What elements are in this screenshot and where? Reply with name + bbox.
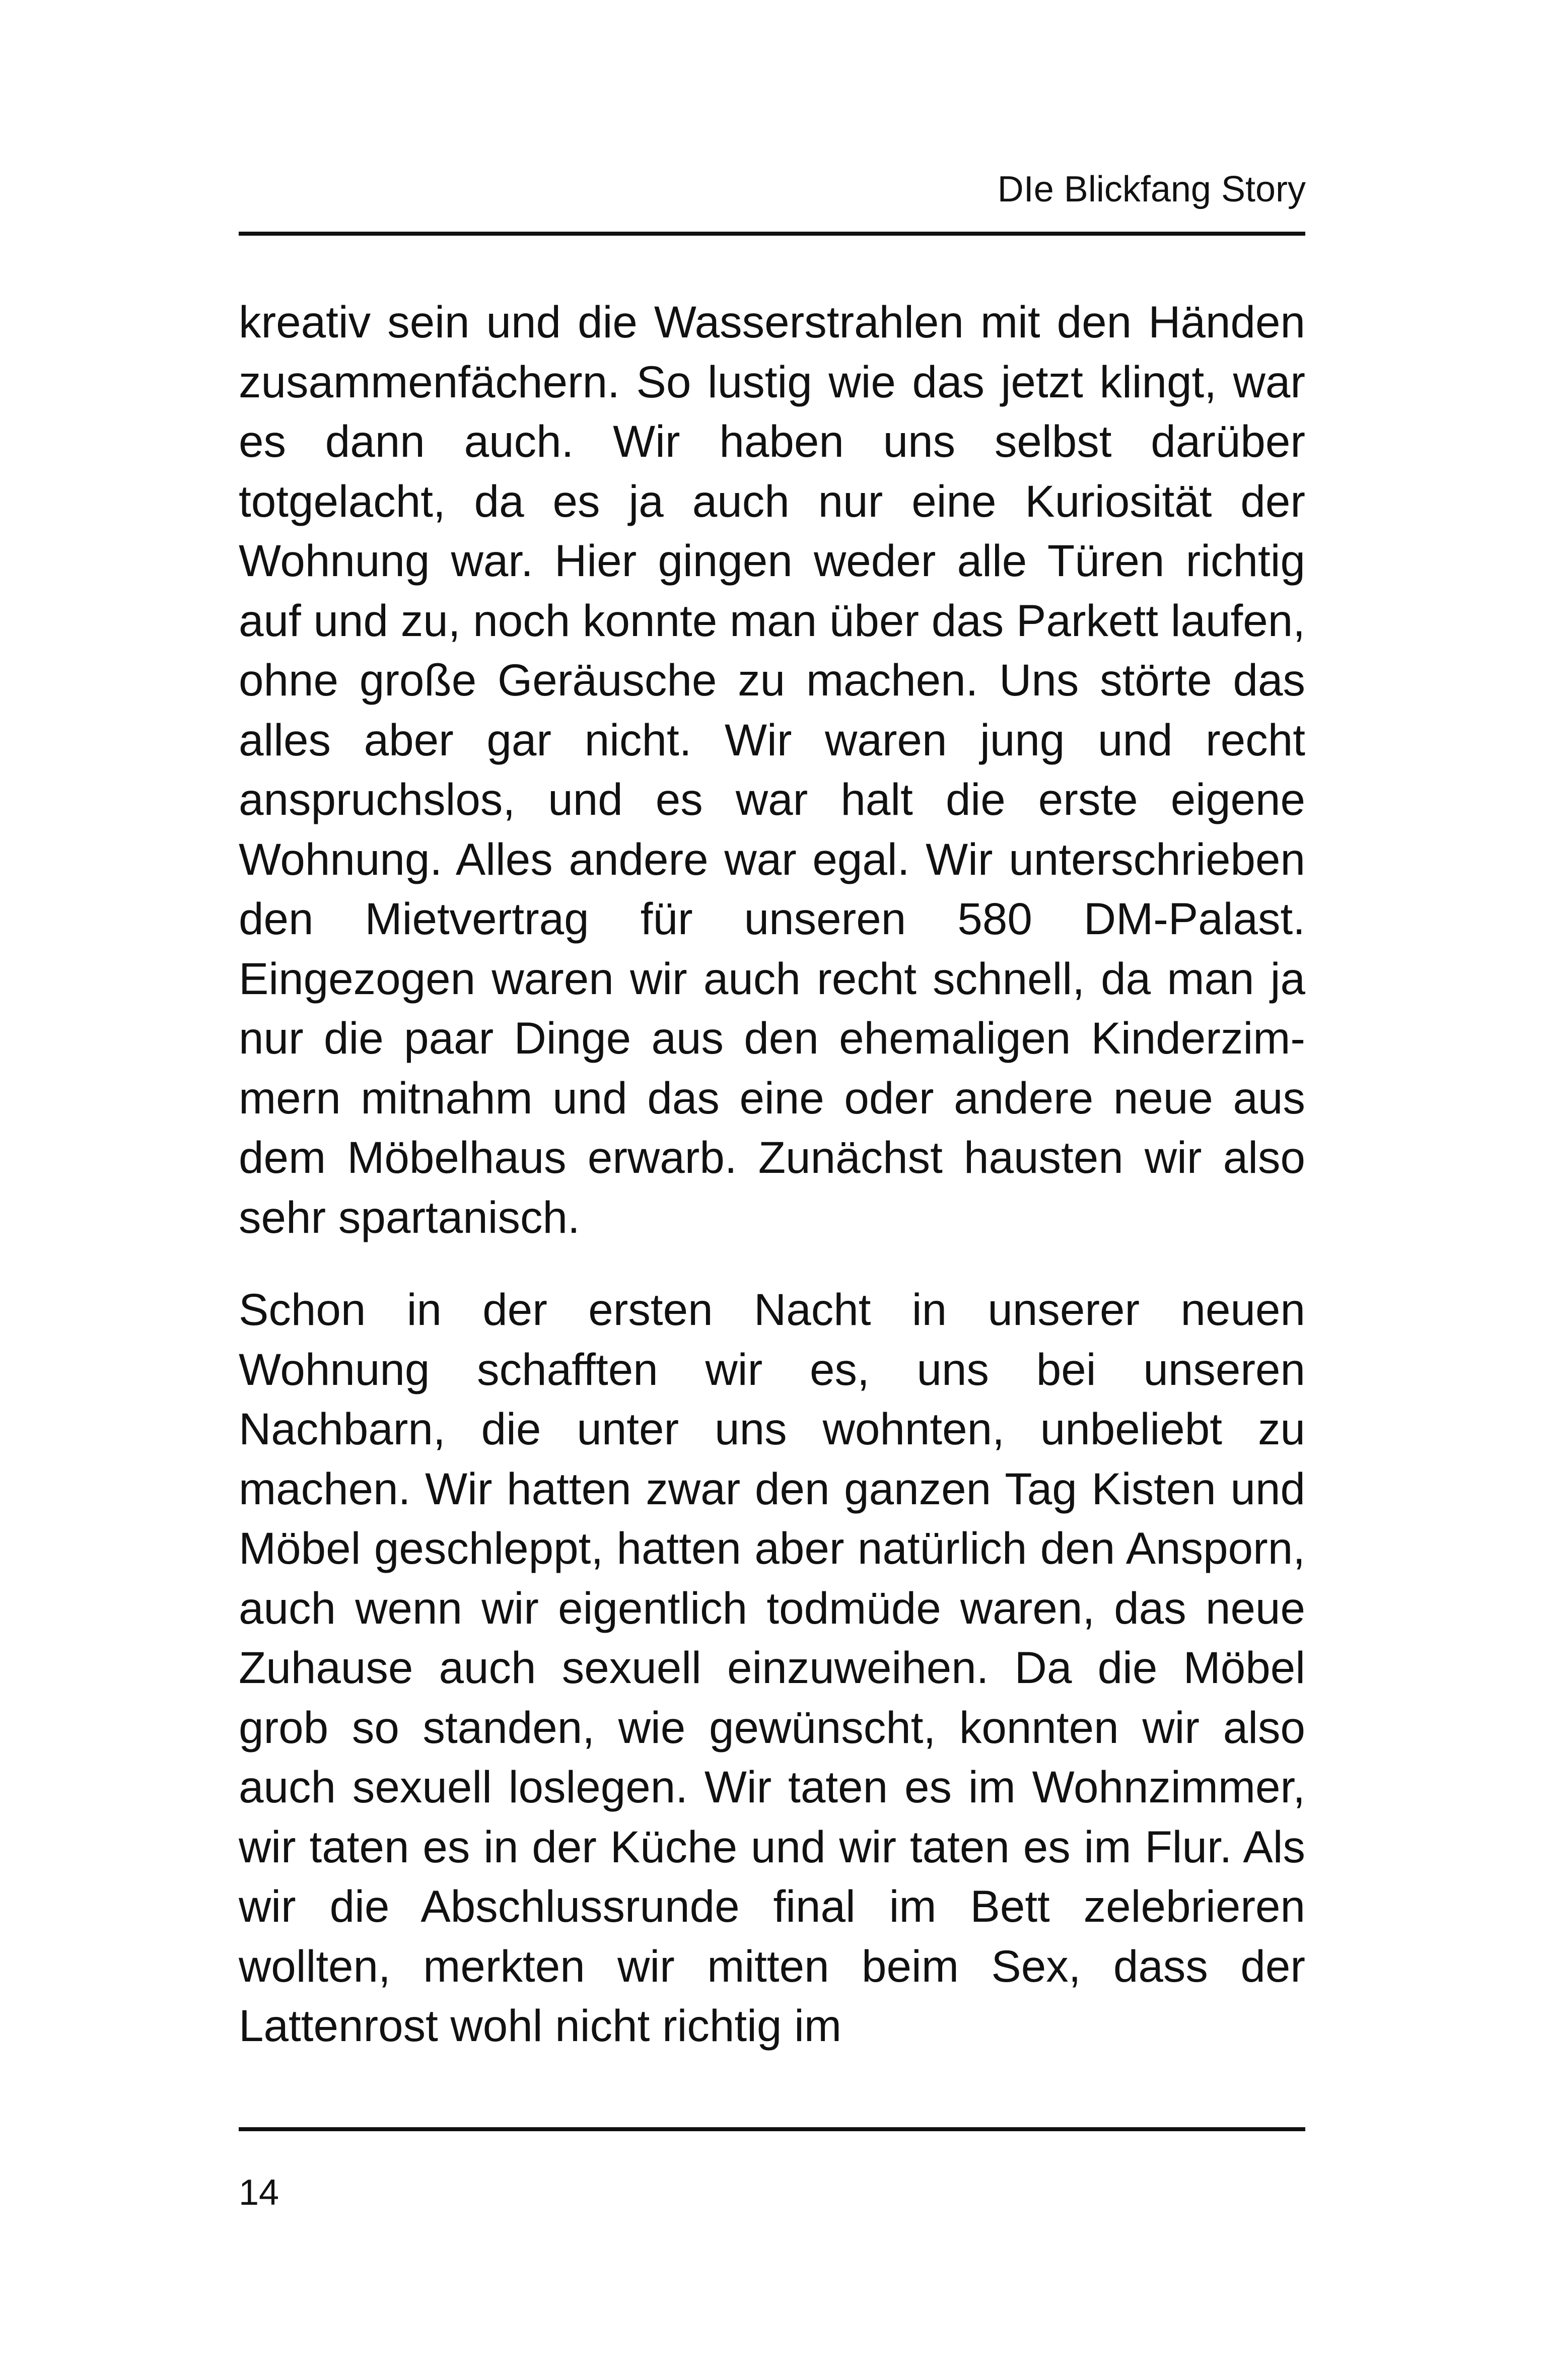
running-header-title: DIe Blickfang Story [997,169,1306,209]
page-body [239,292,1305,2056]
paragraph: Schon in der ersten Nacht in unserer neuen Wohnung schafften wir es, uns bei unseren Nachbarn, die unter uns wohnten, unbeliebt zu machen. Wir hatten zwar den ganzen Tag Kisten und Möbel geschleppt, hatten aber natürlich den Ansporn, auch wenn wir eigentlich todmüde waren, das neue Zuhause auch sexuell einzuweihen. Da die Möbel grob so standen, wie gewünscht, konnten wir also auch sexuell loslegen. Wir taten es im Wohnzimmer, wir taten es in der Küche und wir taten es im Flur. Als wir die Abschlussrunde final im Bett zelebrieren wollten, merkten wir mitten beim Sex, dass der Lattenrost wohl nicht richtig im [239,1284,1305,2051]
header-rule [239,232,1305,236]
paragraph: kreativ sein und die Wasserstrahlen mit den Händen zusammenfächern. So lustig wie das jetzt klingt, war es dann auch. Wir haben uns selbst darüber totgelacht, da es ja auch nur eine Kuriosität der Wohnung war. Hier gingen weder alle Türen richtig auf und zu, noch konnte man über das Parkett laufen, ohne große Geräusche zu machen. Uns störte das alles aber gar nicht. Wir waren jung und recht anspruchslos, und es war halt die erste eigene Wohnung. Alles andere war egal. Wir unterschrieben den Mietvertrag für unseren 580 DM-Palast. Eingezogen waren wir auch recht schnell, da man ja nur die paar Dinge aus den ehemaligen Kinderzimmern mitnahm und das eine oder andere neue aus dem Möbelhaus erwarb. Zunächst hausten wir also sehr spartanisch. [239,297,1305,1242]
page-number: 14 [239,2173,279,2213]
footer-rule [239,2127,1305,2131]
